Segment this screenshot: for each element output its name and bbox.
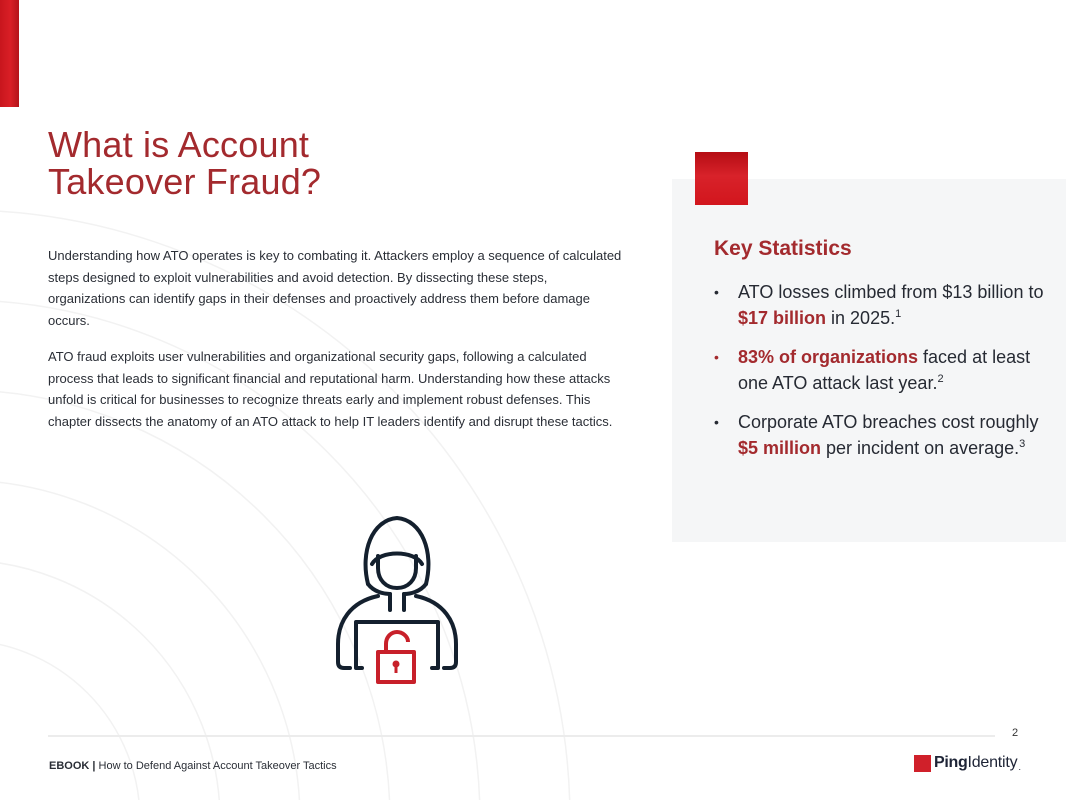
footer-divider <box>48 735 995 737</box>
page-title <box>48 126 321 200</box>
ping-identity-logo <box>914 753 1021 773</box>
logo-identity-text: Identity <box>967 754 1018 771</box>
stat-text: Corporate ATO breaches cost roughly <box>738 412 1039 432</box>
key-statistics-title: Key Statistics <box>714 237 852 260</box>
stat-highlight: 83% of organizations <box>738 347 919 367</box>
stat-text: ATO losses climbed from $13 billion to <box>738 282 1044 302</box>
paragraph-2: ATO fraud exploits user vulnerabilities and organizational security gaps, following a calculated process that leads to significant financial and reputational harm. Understanding how these attacks unfold is critical for businesses to recognize threats early and implement robust defenses. This chapter dissects the anatomy of an ATO attack to help IT leaders identify and disrupt these tactics. <box>48 349 613 429</box>
red-accent-bar <box>0 0 19 107</box>
bullet-icon: • <box>714 349 719 365</box>
document-title: How to Defend Against Account Takeover Tactics <box>98 760 337 772</box>
title-line-1: What is Account <box>48 124 310 165</box>
stat-item <box>714 345 1054 396</box>
ebook-label: EBOOK <box>49 760 90 772</box>
footnote-ref: 3 <box>1019 437 1026 450</box>
bullet-icon: • <box>714 414 719 430</box>
paragraph-1: Understanding how ATO operates is key to combating it. Attackers employ a sequence of calculated steps designed to exploit vulnerabilities and avoid detection. By dissecting these steps, organizations can identify gaps in their defenses and proactively address them before damage occurs. <box>48 248 622 328</box>
stat-item <box>714 410 1054 461</box>
red-accent-square <box>695 152 748 205</box>
separator: | <box>89 760 99 772</box>
footnote-ref: 2 <box>937 372 944 385</box>
logo-dot: . <box>1018 761 1021 772</box>
footer-document-title <box>49 760 337 772</box>
bullet-icon: • <box>714 284 719 300</box>
logo-mark-icon <box>914 755 931 772</box>
title-line-2: Takeover Fraud? <box>48 161 322 202</box>
intro-text <box>48 245 623 447</box>
stat-highlight: $17 billion <box>738 307 827 328</box>
hacker-icon <box>330 512 464 690</box>
stat-item <box>714 280 1054 331</box>
stat-text: faced at least one ATO attack last year. <box>738 347 1031 393</box>
page-number: 2 <box>1012 727 1019 739</box>
footnote-ref: 1 <box>895 307 902 320</box>
logo-ping-text: Ping <box>934 754 968 771</box>
stat-highlight: $5 million <box>738 437 822 458</box>
stat-text: in 2025. <box>826 307 896 328</box>
stat-text: per incident on average. <box>821 437 1020 458</box>
key-statistics-list <box>714 280 1054 475</box>
